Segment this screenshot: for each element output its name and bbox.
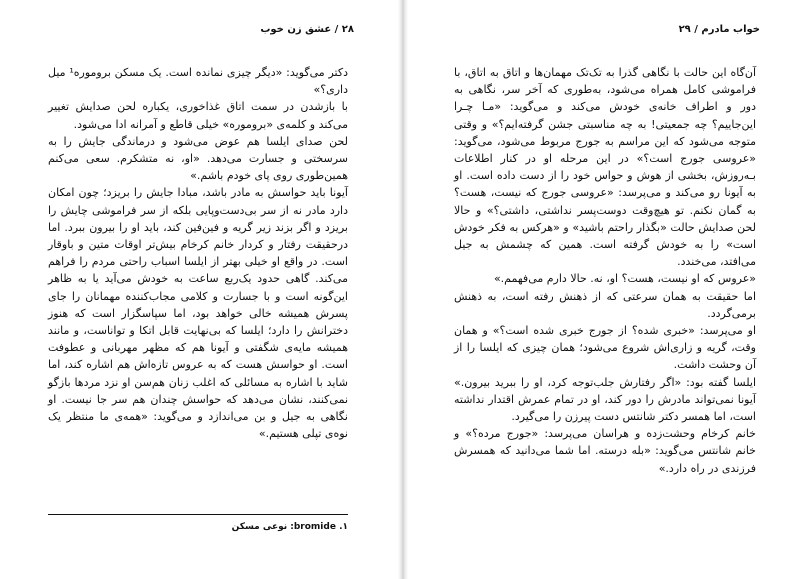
right-paragraph: «عروس که او نیست، هست؟ او، نه. حالا دارم می‌فهمم.» [493, 272, 756, 286]
right-paragraph: خانم کرخام وحشت‌زده و هراسان می‌پرسد: «جورج مرده؟» و خانم شانتس می‌گوید: «بله درسته. اما شما می‌دانید که همسرش فرزندی در راه دارد.» [454, 427, 756, 475]
footnote: ۱. bromide: نوعی مسکن [231, 522, 348, 532]
left-paragraph: آیونا باید حواسش به مادر باشد، مبادا جایش را بریزد؛ چون امکان دارد مادر نه از سر بی‌دست‌وپایی بلکه از سر فراموشی چایش را بریزد و اگر بزند زیر گریه و فین‌فین کند، باید او را بیرون ببرد. اما درحقیقت رفتار و کردار خانم کرخام بیش‌تر اوقات متین و باوقار است. در واقع او خیلی بهتر از ایلسا اسباب راحتی مردم را فراهم می‌کند. گاهی حدود یک‌ربع ساعت به خودش می‌آید یا به ظاهر این‌گونه است و با جسارت و کلامی مجاب‌کننده مهمانان را جای پسرش همیشه خالی خواهد بود، اما سپاسگزار است که هنوز دخترانش را دارد؛ ایلسا که بی‌نهایت قابل اتکا و تواناست، و مانند همیشه مایه‌ی شگفتی و آیونا هم که مظهر مهربانی و عطوفت است. او حواسش هست که به عروس تازه‌اش هم اشاره کند، اما شاید با اشاره به مسائلی که اغلب زنان هم‌سن او نزد مردها بازگو نمی‌کنند، نشان می‌دهد که حواسش چندان هم سر جا نیست. او نگاهی به جیل و بن می‌اندازد و می‌گوید: «همه‌ی ما منتظر یک نوه‌ی تپلی هستیم.» [48, 186, 348, 441]
right-paragraph: اما حقیقت به همان سرعتی که از ذهنش رفته است، به ذهنش برمی‌گردد. [454, 289, 756, 320]
right-paragraph: آن‌گاه این حالت با نگاهی گذرا به تک‌تک مهمان‌ها و اتاق به اتاق، با فراموشی کامل همراه می‌شود، به‌طوری که آخر سر، نگاهی به دور و اطراف خانه‌ی خودش می‌کند و می‌گوید: «مـا چـرا این‌جاییم؟ چه جمعیتی! به چه مناسبتی جشن گرفته‌ایم؟» و وقتی متوجه می‌شود که این مراسم به جورج مربوط می‌شود، می‌گوید: «عروسی جورج است؟» در این مرحله او در کنار اطلاعات بـه‌روزش، بخشی از هوش و حواس خود را از دست داده است. او به آیونا رو می‌کند و می‌پرسد: «عروسی جورج که نیست، هست؟ به گمان نکنم. تو هیچ‌وقت دوست‌پسر نداشتی، داشتی؟» و حالا لحن صدایش حالت «بگذار راحتم باشید» و «هرکس به فکر خودش است» را به خودش گرفته است. همین که چشمش به جیل می‌افتد، می‌خندد. [454, 66, 756, 269]
right-paragraph: ایلسا گفته بود: «اگر رفتارش جلب‌توجه کرد، او را ببرید بیرون.» آیونا نمی‌تواند مادرش را دور کند، او در تمام عمرش اقتدار نداشته است، اما همسر دکتر شانتس دست پیرزن را می‌گیرد. [454, 375, 756, 424]
right-page-header: خواب مادرم / ۲۹ [678, 24, 760, 35]
left-paragraph: دکتر می‌گوید: «دیگر چیزی نمانده است. یک مسکن بروموره¹ میل داری؟» [48, 66, 348, 97]
footnote-rule [48, 514, 348, 515]
left-page-header: ۲۸ / عشق زن خوب [260, 24, 354, 35]
right-page-body [454, 64, 756, 477]
left-paragraph: لحن صدای ایلسا هم عوض می‌شود و درماندگی جایش را به سرسختی و جسارت می‌دهد. «او، نه متشکرم. سعی می‌کنم همین‌طوری روی پای خودم باشم.» [48, 134, 348, 183]
left-paragraph: با بازشدن در سمت اتاق غذاخوری، یکباره لحن صدایش تغییر می‌کند و کلمه‌ی «بروموره» خیلی قاطع و آمرانه ادا می‌شود. [48, 100, 348, 131]
right-page [406, 0, 806, 579]
right-paragraph: او می‌پرسد: «خبری شده؟ از جورج خبری شده است؟» و همان وقت، گریه و زاری‌اش شروع می‌شود؛ همان چیزی که ایلسا را از آن وحشت داشت. [454, 324, 756, 372]
left-page-body [48, 64, 348, 442]
left-page [0, 0, 400, 579]
